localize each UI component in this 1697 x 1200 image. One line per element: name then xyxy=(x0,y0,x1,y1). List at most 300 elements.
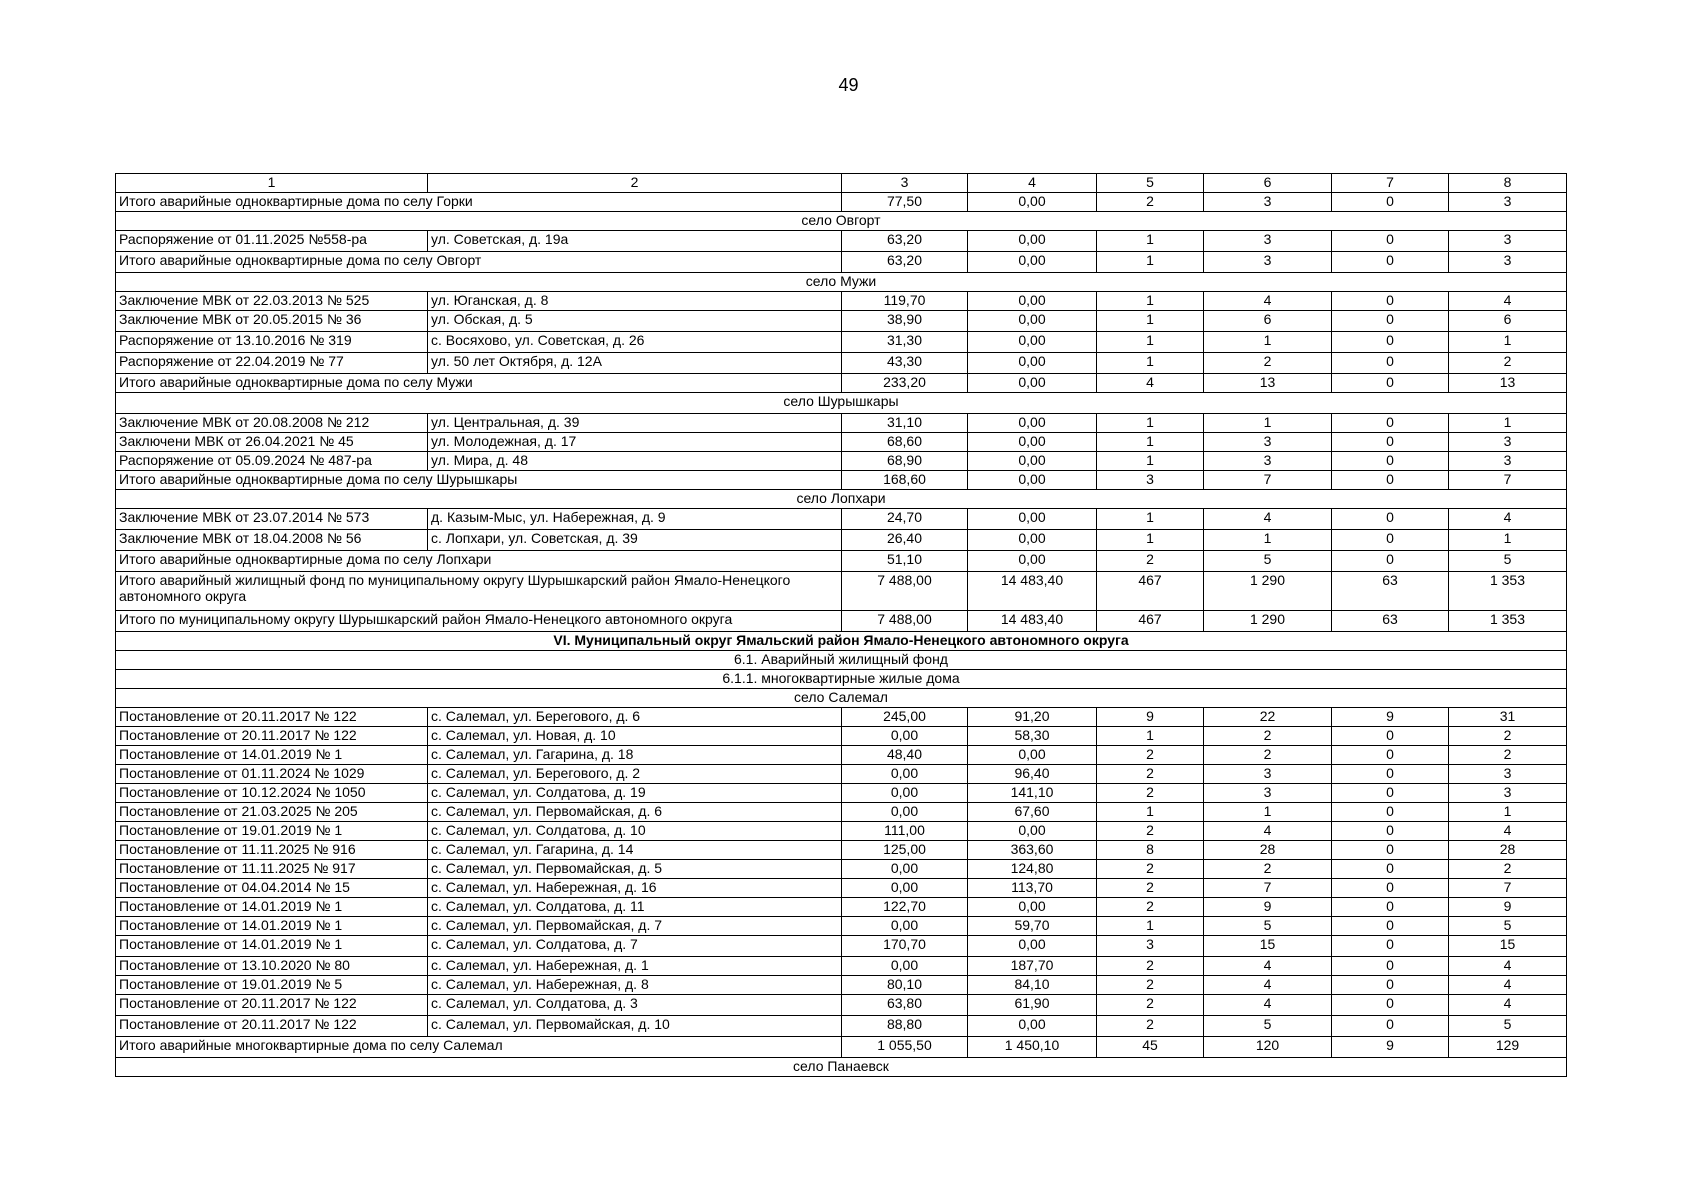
value-cell: 3 xyxy=(1097,936,1204,957)
value-cell: 0 xyxy=(1332,414,1449,433)
value-cell: 1 xyxy=(1204,414,1332,433)
value-cell: 1 xyxy=(1449,803,1567,822)
value-cell: 28 xyxy=(1204,841,1332,860)
table-row xyxy=(116,353,1567,374)
value-cell: 0,00 xyxy=(968,452,1097,471)
value-cell: 24,70 xyxy=(842,509,968,530)
table-row xyxy=(116,879,1567,898)
value-cell: 1 xyxy=(1097,231,1204,252)
total-value: 7 xyxy=(1449,471,1567,490)
table-row xyxy=(116,311,1567,332)
value-cell: 9 xyxy=(1204,898,1332,917)
value-cell: 2 xyxy=(1097,765,1204,784)
column-number-cell: 5 xyxy=(1097,174,1204,193)
value-cell: 0 xyxy=(1332,860,1449,879)
value-cell: 5 xyxy=(1449,917,1567,936)
total-row xyxy=(116,252,1567,273)
value-cell: 1 xyxy=(1097,452,1204,471)
value-cell: 3 xyxy=(1204,452,1332,471)
value-cell: 2 xyxy=(1097,1016,1204,1037)
value-cell: 0 xyxy=(1332,530,1449,551)
total-value: 0 xyxy=(1332,193,1449,212)
value-cell: 43,30 xyxy=(842,353,968,374)
section-row xyxy=(116,632,1567,651)
value-cell: 0 xyxy=(1332,433,1449,452)
total-value: 0,00 xyxy=(968,193,1097,212)
address-cell: с. Салемал, ул. Первомайская, д. 10 xyxy=(428,1016,842,1037)
table-row xyxy=(116,822,1567,841)
value-cell: 67,60 xyxy=(968,803,1097,822)
value-cell: 0 xyxy=(1332,822,1449,841)
value-cell: 2 xyxy=(1097,976,1204,995)
value-cell: 2 xyxy=(1204,746,1332,765)
column-number-cell: 6 xyxy=(1204,174,1332,193)
document-cell: Постановление от 14.01.2019 № 1 xyxy=(116,746,428,765)
table-row xyxy=(116,936,1567,957)
address-cell: с. Восяхово, ул. Советская, д. 26 xyxy=(428,332,842,353)
document-cell: Постановление от 11.11.2025 № 917 xyxy=(116,860,428,879)
value-cell: 187,70 xyxy=(968,957,1097,976)
address-cell: с. Салемал, ул. Солдатова, д. 11 xyxy=(428,898,842,917)
value-cell: 124,80 xyxy=(968,860,1097,879)
value-cell: 1 xyxy=(1449,414,1567,433)
document-cell: Заключение МВК от 23.07.2014 № 573 xyxy=(116,509,428,530)
value-cell: 31,10 xyxy=(842,414,968,433)
value-cell: 0 xyxy=(1332,803,1449,822)
total-value: 233,20 xyxy=(842,374,968,393)
column-number-cell: 8 xyxy=(1449,174,1567,193)
total-value: 0,00 xyxy=(968,252,1097,273)
column-number-cell: 1 xyxy=(116,174,428,193)
total-value: 63 xyxy=(1332,611,1449,632)
address-cell: с. Салемал, ул. Солдатова, д. 19 xyxy=(428,784,842,803)
value-cell: 6 xyxy=(1449,311,1567,332)
section-row xyxy=(116,1058,1567,1077)
value-cell: 0,00 xyxy=(842,727,968,746)
value-cell: 2 xyxy=(1097,879,1204,898)
value-cell: 0,00 xyxy=(968,332,1097,353)
address-cell: ул. Обская, д. 5 xyxy=(428,311,842,332)
address-cell: ул. Центральная, д. 39 xyxy=(428,414,842,433)
total-row xyxy=(116,572,1567,611)
value-cell: 4 xyxy=(1204,957,1332,976)
column-number-cell: 3 xyxy=(842,174,968,193)
value-cell: 0,00 xyxy=(842,784,968,803)
column-number-cell: 4 xyxy=(968,174,1097,193)
document-cell: Постановление от 20.11.2017 № 122 xyxy=(116,1016,428,1037)
value-cell: 31,30 xyxy=(842,332,968,353)
value-cell: 1 xyxy=(1097,509,1204,530)
total-label: Итого аварийные одноквартирные дома по селу Мужи xyxy=(116,374,842,393)
value-cell: 2 xyxy=(1097,746,1204,765)
value-cell: 31 xyxy=(1449,708,1567,727)
total-value: 0 xyxy=(1332,551,1449,572)
value-cell: 4 xyxy=(1449,822,1567,841)
value-cell: 0,00 xyxy=(842,957,968,976)
table-row xyxy=(116,917,1567,936)
total-value: 13 xyxy=(1449,374,1567,393)
value-cell: 3 xyxy=(1204,784,1332,803)
total-value: 467 xyxy=(1097,611,1204,632)
value-cell: 3 xyxy=(1204,433,1332,452)
value-cell: 58,30 xyxy=(968,727,1097,746)
total-row xyxy=(116,471,1567,490)
document-cell: Постановление от 21.03.2025 № 205 xyxy=(116,803,428,822)
value-cell: 48,40 xyxy=(842,746,968,765)
value-cell: 4 xyxy=(1449,976,1567,995)
total-value: 7 488,00 xyxy=(842,611,968,632)
value-cell: 0 xyxy=(1332,784,1449,803)
value-cell: 0,00 xyxy=(968,292,1097,311)
value-cell: 38,90 xyxy=(842,311,968,332)
value-cell: 0,00 xyxy=(842,879,968,898)
document-cell: Заключение МВК от 20.08.2008 № 212 xyxy=(116,414,428,433)
value-cell: 4 xyxy=(1204,509,1332,530)
value-cell: 3 xyxy=(1204,231,1332,252)
value-cell: 1 xyxy=(1097,917,1204,936)
address-cell: ул. Мира, д. 48 xyxy=(428,452,842,471)
value-cell: 0,00 xyxy=(968,822,1097,841)
value-cell: 1 xyxy=(1449,530,1567,551)
total-value: 7 488,00 xyxy=(842,572,968,611)
value-cell: 1 xyxy=(1097,353,1204,374)
value-cell: 68,90 xyxy=(842,452,968,471)
value-cell: 61,90 xyxy=(968,995,1097,1016)
section-title: село Лопхари xyxy=(116,490,1567,509)
value-cell: 122,70 xyxy=(842,898,968,917)
total-value: 0,00 xyxy=(968,374,1097,393)
address-cell: с. Салемал, ул. Первомайская, д. 7 xyxy=(428,917,842,936)
value-cell: 63,20 xyxy=(842,231,968,252)
table-row xyxy=(116,414,1567,433)
column-number-row xyxy=(116,174,1567,193)
value-cell: 5 xyxy=(1449,1016,1567,1037)
value-cell: 1 xyxy=(1449,332,1567,353)
address-cell: с. Салемал, ул. Первомайская, д. 5 xyxy=(428,860,842,879)
document-cell: Постановление от 19.01.2019 № 5 xyxy=(116,976,428,995)
total-value: 3 xyxy=(1449,193,1567,212)
total-label: Итого аварийные одноквартирные дома по селу Шурышкары xyxy=(116,471,842,490)
section-row xyxy=(116,212,1567,231)
value-cell: 26,40 xyxy=(842,530,968,551)
value-cell: 0,00 xyxy=(968,1016,1097,1037)
total-value: 0 xyxy=(1332,374,1449,393)
total-value: 3 xyxy=(1204,252,1332,273)
table-row xyxy=(116,433,1567,452)
value-cell: 2 xyxy=(1449,860,1567,879)
value-cell: 2 xyxy=(1097,995,1204,1016)
value-cell: 0,00 xyxy=(968,353,1097,374)
section-row xyxy=(116,393,1567,414)
section-title: 6.1.1. многоквартирные жилые дома xyxy=(116,670,1567,689)
total-value: 467 xyxy=(1097,572,1204,611)
value-cell: 0,00 xyxy=(842,917,968,936)
value-cell: 15 xyxy=(1449,936,1567,957)
value-cell: 1 xyxy=(1097,311,1204,332)
document-cell: Постановление от 20.11.2017 № 122 xyxy=(116,995,428,1016)
total-value: 1 290 xyxy=(1204,611,1332,632)
address-cell: с. Салемал, ул. Набережная, д. 1 xyxy=(428,957,842,976)
address-cell: ул. 50 лет Октября, д. 12А xyxy=(428,353,842,374)
document-cell: Постановление от 19.01.2019 № 1 xyxy=(116,822,428,841)
document-cell: Постановление от 14.01.2019 № 1 xyxy=(116,936,428,957)
document-cell: Заключение МВК от 20.05.2015 № 36 xyxy=(116,311,428,332)
address-cell: ул. Советская, д. 19а xyxy=(428,231,842,252)
total-value: 2 xyxy=(1097,551,1204,572)
section-title: VI. Муниципальный округ Ямальский район Ямало-Ненецкого автономного округа xyxy=(116,632,1567,651)
value-cell: 0 xyxy=(1332,1016,1449,1037)
value-cell: 68,60 xyxy=(842,433,968,452)
table-row xyxy=(116,727,1567,746)
address-cell: с. Салемал, ул. Солдатова, д. 10 xyxy=(428,822,842,841)
total-value: 0 xyxy=(1332,252,1449,273)
value-cell: 0,00 xyxy=(968,898,1097,917)
value-cell: 170,70 xyxy=(842,936,968,957)
table-row xyxy=(116,746,1567,765)
total-value: 120 xyxy=(1204,1037,1332,1058)
address-cell: с. Салемал, ул. Новая, д. 10 xyxy=(428,727,842,746)
value-cell: 4 xyxy=(1449,995,1567,1016)
value-cell: 0,00 xyxy=(842,803,968,822)
value-cell: 111,00 xyxy=(842,822,968,841)
document-cell: Распоряжение от 22.04.2019 № 77 xyxy=(116,353,428,374)
value-cell: 3 xyxy=(1449,231,1567,252)
value-cell: 0,00 xyxy=(968,509,1097,530)
value-cell: 0 xyxy=(1332,727,1449,746)
address-cell: ул. Молодежная, д. 17 xyxy=(428,433,842,452)
value-cell: 0 xyxy=(1332,452,1449,471)
document-cell: Распоряжение от 13.10.2016 № 319 xyxy=(116,332,428,353)
table-row xyxy=(116,231,1567,252)
value-cell: 1 xyxy=(1097,414,1204,433)
address-cell: с. Салемал, ул. Берегового, д. 2 xyxy=(428,765,842,784)
document-cell: Постановление от 14.01.2019 № 1 xyxy=(116,917,428,936)
section-title: село Овгорт xyxy=(116,212,1567,231)
value-cell: 0 xyxy=(1332,917,1449,936)
table-row xyxy=(116,765,1567,784)
total-label: Итого аварийные одноквартирные дома по селу Лопхари xyxy=(116,551,842,572)
value-cell: 7 xyxy=(1449,879,1567,898)
document-cell: Постановление от 01.11.2024 № 1029 xyxy=(116,765,428,784)
value-cell: 84,10 xyxy=(968,976,1097,995)
address-cell: с. Салемал, ул. Гагарина, д. 18 xyxy=(428,746,842,765)
value-cell: 3 xyxy=(1449,452,1567,471)
document-cell: Постановление от 04.04.2014 № 15 xyxy=(116,879,428,898)
total-value: 51,10 xyxy=(842,551,968,572)
total-value: 2 xyxy=(1097,193,1204,212)
document-cell: Заключени МВК от 26.04.2021 № 45 xyxy=(116,433,428,452)
section-title: село Шурышкары xyxy=(116,393,1567,414)
document-cell: Постановление от 10.12.2024 № 1050 xyxy=(116,784,428,803)
table-row xyxy=(116,292,1567,311)
table-row xyxy=(116,509,1567,530)
value-cell: 1 xyxy=(1204,332,1332,353)
total-value: 168,60 xyxy=(842,471,968,490)
value-cell: 4 xyxy=(1204,995,1332,1016)
value-cell: 125,00 xyxy=(842,841,968,860)
total-row xyxy=(116,611,1567,632)
value-cell: 1 xyxy=(1097,530,1204,551)
value-cell: 2 xyxy=(1097,784,1204,803)
value-cell: 1 xyxy=(1097,803,1204,822)
total-label: Итого аварийные одноквартирные дома по селу Овгорт xyxy=(116,252,842,273)
value-cell: 3 xyxy=(1449,765,1567,784)
table-row xyxy=(116,860,1567,879)
value-cell: 2 xyxy=(1204,860,1332,879)
total-label: Итого аварийный жилищный фонд по муниципальному округу Шурышкарский район Ямало-Ненецкого автономного округа xyxy=(116,572,842,611)
value-cell: 0,00 xyxy=(968,530,1097,551)
total-label: Итого аварийные многоквартирные дома по селу Салемал xyxy=(116,1037,842,1058)
section-title: село Мужи xyxy=(116,273,1567,292)
value-cell: 0 xyxy=(1332,353,1449,374)
value-cell: 4 xyxy=(1449,509,1567,530)
table-row xyxy=(116,1016,1567,1037)
section-row xyxy=(116,273,1567,292)
total-value: 3 xyxy=(1097,471,1204,490)
column-number-cell: 2 xyxy=(428,174,842,193)
total-value: 45 xyxy=(1097,1037,1204,1058)
document-cell: Постановление от 11.11.2025 № 916 xyxy=(116,841,428,860)
address-cell: с. Салемал, ул. Набережная, д. 8 xyxy=(428,976,842,995)
value-cell: 2 xyxy=(1449,746,1567,765)
section-row xyxy=(116,490,1567,509)
total-value: 129 xyxy=(1449,1037,1567,1058)
document-cell: Постановление от 20.11.2017 № 122 xyxy=(116,727,428,746)
value-cell: 2 xyxy=(1449,353,1567,374)
value-cell: 63,80 xyxy=(842,995,968,1016)
total-row xyxy=(116,551,1567,572)
column-number-cell: 7 xyxy=(1332,174,1449,193)
table-row xyxy=(116,995,1567,1016)
value-cell: 363,60 xyxy=(968,841,1097,860)
table-row xyxy=(116,784,1567,803)
value-cell: 1 xyxy=(1204,803,1332,822)
total-value: 77,50 xyxy=(842,193,968,212)
table-row xyxy=(116,957,1567,976)
value-cell: 9 xyxy=(1449,898,1567,917)
value-cell: 0 xyxy=(1332,976,1449,995)
value-cell: 1 xyxy=(1097,332,1204,353)
page-number: 49 xyxy=(838,75,859,95)
value-cell: 245,00 xyxy=(842,708,968,727)
value-cell: 0,00 xyxy=(968,231,1097,252)
value-cell: 88,80 xyxy=(842,1016,968,1037)
value-cell: 22 xyxy=(1204,708,1332,727)
value-cell: 2 xyxy=(1097,860,1204,879)
document-cell: Постановление от 20.11.2017 № 122 xyxy=(116,708,428,727)
total-value: 0,00 xyxy=(968,471,1097,490)
value-cell: 8 xyxy=(1097,841,1204,860)
table-row xyxy=(116,530,1567,551)
total-value: 7 xyxy=(1204,471,1332,490)
value-cell: 4 xyxy=(1449,957,1567,976)
address-cell: с. Салемал, ул. Набережная, д. 16 xyxy=(428,879,842,898)
value-cell: 1 xyxy=(1204,530,1332,551)
value-cell: 0 xyxy=(1332,231,1449,252)
document-cell: Заключение МВК от 18.04.2008 № 56 xyxy=(116,530,428,551)
total-value: 63 xyxy=(1332,572,1449,611)
document-cell: Распоряжение от 05.09.2024 № 487-ра xyxy=(116,452,428,471)
address-cell: с. Салемал, ул. Первомайская, д. 6 xyxy=(428,803,842,822)
address-cell: с. Салемал, ул. Берегового, д. 6 xyxy=(428,708,842,727)
value-cell: 0,00 xyxy=(968,746,1097,765)
value-cell: 141,10 xyxy=(968,784,1097,803)
table-row xyxy=(116,452,1567,471)
value-cell: 9 xyxy=(1332,708,1449,727)
value-cell: 6 xyxy=(1204,311,1332,332)
value-cell: 4 xyxy=(1449,292,1567,311)
total-row xyxy=(116,193,1567,212)
value-cell: 0 xyxy=(1332,957,1449,976)
value-cell: 2 xyxy=(1097,898,1204,917)
value-cell: 0 xyxy=(1332,841,1449,860)
table-row xyxy=(116,332,1567,353)
table-row xyxy=(116,841,1567,860)
document-cell: Заключение МВК от 22.03.2013 № 525 xyxy=(116,292,428,311)
section-row xyxy=(116,689,1567,708)
value-cell: 2 xyxy=(1449,727,1567,746)
total-value: 14 483,40 xyxy=(968,611,1097,632)
total-value: 5 xyxy=(1449,551,1567,572)
total-value: 3 xyxy=(1449,252,1567,273)
value-cell: 9 xyxy=(1097,708,1204,727)
value-cell: 0 xyxy=(1332,898,1449,917)
value-cell: 15 xyxy=(1204,936,1332,957)
address-cell: с. Лопхари, ул. Советская, д. 39 xyxy=(428,530,842,551)
section-row xyxy=(116,651,1567,670)
value-cell: 119,70 xyxy=(842,292,968,311)
address-cell: с. Салемал, ул. Гагарина, д. 14 xyxy=(428,841,842,860)
total-value: 1 450,10 xyxy=(968,1037,1097,1058)
value-cell: 1 xyxy=(1097,433,1204,452)
value-cell: 1 xyxy=(1097,292,1204,311)
value-cell: 80,10 xyxy=(842,976,968,995)
address-cell: ул. Юганская, д. 8 xyxy=(428,292,842,311)
table-row xyxy=(116,898,1567,917)
total-label: Итого аварийные одноквартирные дома по селу Горки xyxy=(116,193,842,212)
value-cell: 1 xyxy=(1097,727,1204,746)
value-cell: 0 xyxy=(1332,311,1449,332)
value-cell: 113,70 xyxy=(968,879,1097,898)
table-row xyxy=(116,803,1567,822)
value-cell: 0,00 xyxy=(842,765,968,784)
total-value: 0,00 xyxy=(968,551,1097,572)
value-cell: 5 xyxy=(1204,917,1332,936)
value-cell: 4 xyxy=(1204,822,1332,841)
value-cell: 0 xyxy=(1332,292,1449,311)
document-cell: Постановление от 14.01.2019 № 1 xyxy=(116,898,428,917)
value-cell: 3 xyxy=(1449,784,1567,803)
value-cell: 0 xyxy=(1332,879,1449,898)
value-cell: 0,00 xyxy=(968,414,1097,433)
value-cell: 0,00 xyxy=(842,860,968,879)
address-cell: д. Казым-Мыс, ул. Набережная, д. 9 xyxy=(428,509,842,530)
value-cell: 0 xyxy=(1332,995,1449,1016)
section-row xyxy=(116,670,1567,689)
total-value: 63,20 xyxy=(842,252,968,273)
document-cell: Постановление от 13.10.2020 № 80 xyxy=(116,957,428,976)
value-cell: 5 xyxy=(1204,1016,1332,1037)
section-title: село Панаевск xyxy=(116,1058,1567,1077)
table-body xyxy=(116,174,1567,1077)
total-value: 13 xyxy=(1204,374,1332,393)
value-cell: 0,00 xyxy=(968,433,1097,452)
value-cell: 59,70 xyxy=(968,917,1097,936)
total-value: 9 xyxy=(1332,1037,1449,1058)
total-value: 1 xyxy=(1097,252,1204,273)
section-title: 6.1. Аварийный жилищный фонд xyxy=(116,651,1567,670)
value-cell: 7 xyxy=(1204,879,1332,898)
